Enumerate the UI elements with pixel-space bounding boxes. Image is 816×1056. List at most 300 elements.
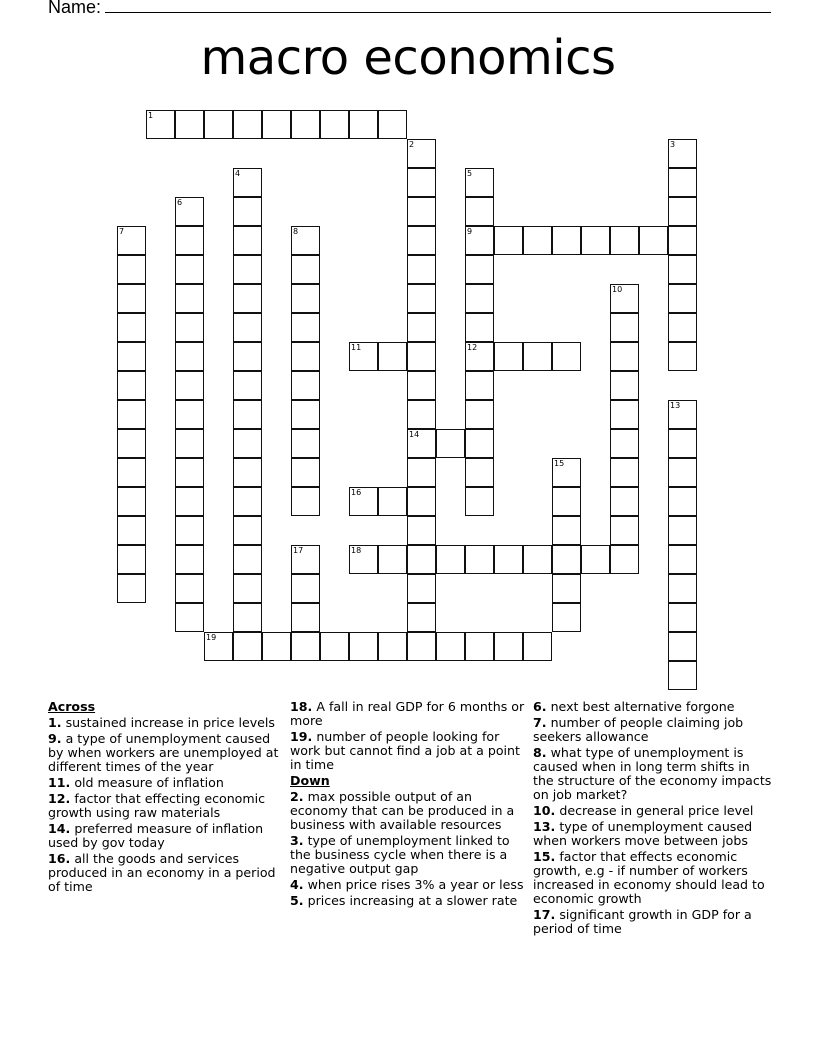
grid-cell[interactable] <box>378 632 407 661</box>
grid-cell[interactable] <box>552 574 581 603</box>
grid-cell[interactable] <box>117 284 146 313</box>
letter-input[interactable] <box>553 227 580 254</box>
grid-cell[interactable] <box>552 516 581 545</box>
grid-cell[interactable] <box>378 545 407 574</box>
grid-cell[interactable] <box>291 458 320 487</box>
grid-cell[interactable] <box>465 545 494 574</box>
letter-input[interactable] <box>611 343 638 370</box>
grid-cell[interactable] <box>494 545 523 574</box>
grid-cell[interactable] <box>117 574 146 603</box>
grid-cell[interactable] <box>581 545 610 574</box>
grid-cell[interactable] <box>465 429 494 458</box>
letter-input[interactable] <box>321 111 348 138</box>
grid-cell[interactable] <box>668 603 697 632</box>
letter-input[interactable] <box>234 488 261 515</box>
grid-cell[interactable] <box>117 313 146 342</box>
grid-cell[interactable] <box>407 255 436 284</box>
letter-input[interactable] <box>234 169 261 196</box>
grid-cell[interactable] <box>668 342 697 371</box>
grid-cell[interactable] <box>465 458 494 487</box>
grid-cell[interactable] <box>117 226 146 255</box>
grid-cell[interactable] <box>668 458 697 487</box>
letter-input[interactable] <box>234 575 261 602</box>
grid-cell[interactable] <box>291 603 320 632</box>
grid-cell[interactable] <box>233 487 262 516</box>
letter-input[interactable] <box>234 111 261 138</box>
letter-input[interactable] <box>553 517 580 544</box>
letter-input[interactable] <box>292 111 319 138</box>
letter-input[interactable] <box>408 372 435 399</box>
grid-cell[interactable] <box>407 545 436 574</box>
letter-input[interactable] <box>611 488 638 515</box>
letter-input[interactable] <box>611 401 638 428</box>
grid-cell[interactable] <box>668 400 697 429</box>
grid-cell[interactable] <box>523 342 552 371</box>
letter-input[interactable] <box>408 401 435 428</box>
grid-cell[interactable] <box>407 632 436 661</box>
grid-cell[interactable] <box>320 110 349 139</box>
grid-cell[interactable] <box>465 371 494 400</box>
letter-input[interactable] <box>466 459 493 486</box>
letter-input[interactable] <box>234 256 261 283</box>
grid-cell[interactable] <box>436 429 465 458</box>
grid-cell[interactable] <box>117 516 146 545</box>
letter-input[interactable] <box>147 111 174 138</box>
letter-input[interactable] <box>669 227 696 254</box>
letter-input[interactable] <box>118 227 145 254</box>
letter-input[interactable] <box>466 314 493 341</box>
grid-cell[interactable] <box>349 487 378 516</box>
grid-cell[interactable] <box>175 197 204 226</box>
letter-input[interactable] <box>350 111 377 138</box>
grid-cell[interactable] <box>233 400 262 429</box>
grid-cell[interactable] <box>494 226 523 255</box>
letter-input[interactable] <box>176 111 203 138</box>
grid-cell[interactable] <box>233 284 262 313</box>
letter-input[interactable] <box>495 546 522 573</box>
grid-cell[interactable] <box>668 255 697 284</box>
letter-input[interactable] <box>669 546 696 573</box>
letter-input[interactable] <box>292 314 319 341</box>
grid-cell[interactable] <box>407 487 436 516</box>
grid-cell[interactable] <box>494 632 523 661</box>
letter-input[interactable] <box>118 459 145 486</box>
letter-input[interactable] <box>495 227 522 254</box>
grid-cell[interactable] <box>262 632 291 661</box>
letter-input[interactable] <box>553 459 580 486</box>
letter-input[interactable] <box>669 575 696 602</box>
letter-input[interactable] <box>466 430 493 457</box>
letter-input[interactable] <box>176 198 203 225</box>
letter-input[interactable] <box>292 285 319 312</box>
grid-cell[interactable] <box>175 371 204 400</box>
letter-input[interactable] <box>669 314 696 341</box>
grid-cell[interactable] <box>407 400 436 429</box>
grid-cell[interactable] <box>668 545 697 574</box>
grid-cell[interactable] <box>407 458 436 487</box>
letter-input[interactable] <box>495 633 522 660</box>
grid-cell[interactable] <box>610 284 639 313</box>
letter-input[interactable] <box>176 256 203 283</box>
grid-cell[interactable] <box>610 226 639 255</box>
letter-input[interactable] <box>524 633 551 660</box>
letter-input[interactable] <box>408 459 435 486</box>
grid-cell[interactable] <box>291 400 320 429</box>
letter-input[interactable] <box>669 140 696 167</box>
letter-input[interactable] <box>118 256 145 283</box>
letter-input[interactable] <box>118 401 145 428</box>
grid-cell[interactable] <box>610 400 639 429</box>
grid-cell[interactable] <box>436 632 465 661</box>
grid-cell[interactable] <box>233 255 262 284</box>
letter-input[interactable] <box>524 546 551 573</box>
letter-input[interactable] <box>118 430 145 457</box>
grid-cell[interactable] <box>291 342 320 371</box>
grid-cell[interactable] <box>233 226 262 255</box>
grid-cell[interactable] <box>668 516 697 545</box>
letter-input[interactable] <box>263 111 290 138</box>
grid-cell[interactable] <box>610 371 639 400</box>
grid-cell[interactable] <box>581 226 610 255</box>
letter-input[interactable] <box>669 517 696 544</box>
grid-cell[interactable] <box>233 110 262 139</box>
grid-cell[interactable] <box>233 545 262 574</box>
grid-cell[interactable] <box>204 632 233 661</box>
letter-input[interactable] <box>292 430 319 457</box>
letter-input[interactable] <box>408 140 435 167</box>
letter-input[interactable] <box>234 546 261 573</box>
letter-input[interactable] <box>408 575 435 602</box>
grid-cell[interactable] <box>407 516 436 545</box>
grid-cell[interactable] <box>407 226 436 255</box>
letter-input[interactable] <box>292 343 319 370</box>
grid-cell[interactable] <box>175 603 204 632</box>
letter-input[interactable] <box>234 343 261 370</box>
grid-cell[interactable] <box>668 226 697 255</box>
grid-cell[interactable] <box>291 632 320 661</box>
letter-input[interactable] <box>669 604 696 631</box>
letter-input[interactable] <box>553 343 580 370</box>
grid-cell[interactable] <box>233 429 262 458</box>
letter-input[interactable] <box>669 169 696 196</box>
grid-cell[interactable] <box>117 342 146 371</box>
grid-cell[interactable] <box>175 226 204 255</box>
grid-cell[interactable] <box>465 400 494 429</box>
grid-cell[interactable] <box>175 429 204 458</box>
letter-input[interactable] <box>118 517 145 544</box>
grid-cell[interactable] <box>552 545 581 574</box>
letter-input[interactable] <box>669 401 696 428</box>
grid-cell[interactable] <box>175 458 204 487</box>
letter-input[interactable] <box>466 227 493 254</box>
letter-input[interactable] <box>234 314 261 341</box>
grid-cell[interactable] <box>523 545 552 574</box>
grid-cell[interactable] <box>291 284 320 313</box>
letter-input[interactable] <box>466 198 493 225</box>
grid-cell[interactable] <box>465 226 494 255</box>
grid-cell[interactable] <box>146 110 175 139</box>
grid-cell[interactable] <box>117 487 146 516</box>
grid-cell[interactable] <box>465 255 494 284</box>
letter-input[interactable] <box>176 227 203 254</box>
grid-cell[interactable] <box>668 168 697 197</box>
grid-cell[interactable] <box>175 313 204 342</box>
grid-cell[interactable] <box>407 603 436 632</box>
grid-cell[interactable] <box>291 545 320 574</box>
letter-input[interactable] <box>466 256 493 283</box>
letter-input[interactable] <box>118 314 145 341</box>
grid-cell[interactable] <box>117 400 146 429</box>
letter-input[interactable] <box>234 633 261 660</box>
grid-cell[interactable] <box>291 371 320 400</box>
letter-input[interactable] <box>408 198 435 225</box>
letter-input[interactable] <box>176 401 203 428</box>
grid-cell[interactable] <box>610 313 639 342</box>
letter-input[interactable] <box>408 604 435 631</box>
letter-input[interactable] <box>379 343 406 370</box>
letter-input[interactable] <box>669 662 696 689</box>
grid-cell[interactable] <box>378 487 407 516</box>
letter-input[interactable] <box>379 546 406 573</box>
grid-cell[interactable] <box>668 429 697 458</box>
grid-cell[interactable] <box>465 284 494 313</box>
letter-input[interactable] <box>669 459 696 486</box>
letter-input[interactable] <box>466 546 493 573</box>
grid-cell[interactable] <box>407 574 436 603</box>
letter-input[interactable] <box>408 314 435 341</box>
letter-input[interactable] <box>408 227 435 254</box>
grid-cell[interactable] <box>291 574 320 603</box>
letter-input[interactable] <box>118 575 145 602</box>
letter-input[interactable] <box>669 285 696 312</box>
grid-cell[interactable] <box>175 574 204 603</box>
grid-cell[interactable] <box>465 632 494 661</box>
grid-cell[interactable] <box>407 197 436 226</box>
letter-input[interactable] <box>292 604 319 631</box>
grid-cell[interactable] <box>610 545 639 574</box>
letter-input[interactable] <box>176 372 203 399</box>
letter-input[interactable] <box>350 633 377 660</box>
grid-cell[interactable] <box>233 168 262 197</box>
grid-cell[interactable] <box>175 342 204 371</box>
grid-cell[interactable] <box>175 110 204 139</box>
grid-cell[interactable] <box>233 313 262 342</box>
letter-input[interactable] <box>495 343 522 370</box>
grid-cell[interactable] <box>610 516 639 545</box>
letter-input[interactable] <box>176 488 203 515</box>
grid-cell[interactable] <box>233 458 262 487</box>
grid-cell[interactable] <box>117 371 146 400</box>
letter-input[interactable] <box>292 227 319 254</box>
letter-input[interactable] <box>292 256 319 283</box>
grid-cell[interactable] <box>117 458 146 487</box>
grid-cell[interactable] <box>668 487 697 516</box>
grid-cell[interactable] <box>291 226 320 255</box>
grid-cell[interactable] <box>407 168 436 197</box>
letter-input[interactable] <box>234 430 261 457</box>
grid-cell[interactable] <box>291 487 320 516</box>
grid-cell[interactable] <box>523 226 552 255</box>
letter-input[interactable] <box>321 633 348 660</box>
grid-cell[interactable] <box>465 197 494 226</box>
letter-input[interactable] <box>176 517 203 544</box>
letter-input[interactable] <box>669 256 696 283</box>
letter-input[interactable] <box>176 430 203 457</box>
grid-cell[interactable] <box>639 226 668 255</box>
grid-cell[interactable] <box>175 284 204 313</box>
letter-input[interactable] <box>466 372 493 399</box>
letter-input[interactable] <box>234 227 261 254</box>
grid-cell[interactable] <box>233 603 262 632</box>
grid-cell[interactable] <box>291 313 320 342</box>
grid-cell[interactable] <box>494 342 523 371</box>
letter-input[interactable] <box>640 227 667 254</box>
letter-input[interactable] <box>408 343 435 370</box>
grid-cell[interactable] <box>349 545 378 574</box>
letter-input[interactable] <box>611 517 638 544</box>
letter-input[interactable] <box>408 488 435 515</box>
letter-input[interactable] <box>292 633 319 660</box>
letter-input[interactable] <box>292 546 319 573</box>
grid-cell[interactable] <box>378 110 407 139</box>
grid-cell[interactable] <box>233 632 262 661</box>
grid-cell[interactable] <box>262 110 291 139</box>
grid-cell[interactable] <box>117 545 146 574</box>
grid-cell[interactable] <box>378 342 407 371</box>
letter-input[interactable] <box>466 343 493 370</box>
grid-cell[interactable] <box>610 487 639 516</box>
letter-input[interactable] <box>234 372 261 399</box>
grid-cell[interactable] <box>465 342 494 371</box>
grid-cell[interactable] <box>175 400 204 429</box>
letter-input[interactable] <box>408 169 435 196</box>
letter-input[interactable] <box>176 343 203 370</box>
grid-cell[interactable] <box>320 632 349 661</box>
grid-cell[interactable] <box>233 342 262 371</box>
letter-input[interactable] <box>466 169 493 196</box>
grid-cell[interactable] <box>349 632 378 661</box>
letter-input[interactable] <box>669 198 696 225</box>
letter-input[interactable] <box>408 546 435 573</box>
letter-input[interactable] <box>118 343 145 370</box>
grid-cell[interactable] <box>349 342 378 371</box>
letter-input[interactable] <box>582 227 609 254</box>
letter-input[interactable] <box>379 633 406 660</box>
letter-input[interactable] <box>611 227 638 254</box>
letter-input[interactable] <box>234 604 261 631</box>
letter-input[interactable] <box>466 285 493 312</box>
letter-input[interactable] <box>582 546 609 573</box>
letter-input[interactable] <box>669 633 696 660</box>
letter-input[interactable] <box>437 430 464 457</box>
grid-cell[interactable] <box>291 255 320 284</box>
letter-input[interactable] <box>234 459 261 486</box>
grid-cell[interactable] <box>523 632 552 661</box>
letter-input[interactable] <box>669 488 696 515</box>
letter-input[interactable] <box>437 546 464 573</box>
letter-input[interactable] <box>118 546 145 573</box>
letter-input[interactable] <box>466 488 493 515</box>
letter-input[interactable] <box>118 372 145 399</box>
grid-cell[interactable] <box>668 139 697 168</box>
letter-input[interactable] <box>176 314 203 341</box>
letter-input[interactable] <box>408 285 435 312</box>
grid-cell[interactable] <box>407 139 436 168</box>
grid-cell[interactable] <box>291 429 320 458</box>
grid-cell[interactable] <box>233 516 262 545</box>
grid-cell[interactable] <box>610 342 639 371</box>
letter-input[interactable] <box>408 633 435 660</box>
grid-cell[interactable] <box>668 284 697 313</box>
letter-input[interactable] <box>669 343 696 370</box>
letter-input[interactable] <box>466 401 493 428</box>
grid-cell[interactable] <box>552 226 581 255</box>
grid-cell[interactable] <box>407 371 436 400</box>
letter-input[interactable] <box>234 285 261 312</box>
grid-cell[interactable] <box>407 429 436 458</box>
letter-input[interactable] <box>379 488 406 515</box>
letter-input[interactable] <box>118 285 145 312</box>
letter-input[interactable] <box>292 488 319 515</box>
grid-cell[interactable] <box>233 574 262 603</box>
letter-input[interactable] <box>611 459 638 486</box>
letter-input[interactable] <box>350 546 377 573</box>
grid-cell[interactable] <box>610 429 639 458</box>
letter-input[interactable] <box>611 372 638 399</box>
grid-cell[interactable] <box>668 661 697 690</box>
grid-cell[interactable] <box>407 342 436 371</box>
letter-input[interactable] <box>263 633 290 660</box>
letter-input[interactable] <box>466 633 493 660</box>
letter-input[interactable] <box>176 546 203 573</box>
grid-cell[interactable] <box>175 516 204 545</box>
letter-input[interactable] <box>611 285 638 312</box>
grid-cell[interactable] <box>204 110 233 139</box>
grid-cell[interactable] <box>436 545 465 574</box>
grid-cell[interactable] <box>407 313 436 342</box>
grid-cell[interactable] <box>407 284 436 313</box>
grid-cell[interactable] <box>465 487 494 516</box>
grid-cell[interactable] <box>233 197 262 226</box>
letter-input[interactable] <box>176 285 203 312</box>
letter-input[interactable] <box>292 372 319 399</box>
grid-cell[interactable] <box>291 110 320 139</box>
letter-input[interactable] <box>234 401 261 428</box>
grid-cell[interactable] <box>465 313 494 342</box>
letter-input[interactable] <box>408 430 435 457</box>
letter-input[interactable] <box>553 575 580 602</box>
grid-cell[interactable] <box>668 632 697 661</box>
grid-cell[interactable] <box>233 371 262 400</box>
letter-input[interactable] <box>611 314 638 341</box>
grid-cell[interactable] <box>175 487 204 516</box>
letter-input[interactable] <box>437 633 464 660</box>
grid-cell[interactable] <box>552 603 581 632</box>
grid-cell[interactable] <box>668 574 697 603</box>
letter-input[interactable] <box>118 488 145 515</box>
letter-input[interactable] <box>379 111 406 138</box>
letter-input[interactable] <box>176 604 203 631</box>
letter-input[interactable] <box>669 430 696 457</box>
letter-input[interactable] <box>292 459 319 486</box>
letter-input[interactable] <box>205 111 232 138</box>
letter-input[interactable] <box>408 517 435 544</box>
letter-input[interactable] <box>553 604 580 631</box>
letter-input[interactable] <box>205 633 232 660</box>
letter-input[interactable] <box>611 546 638 573</box>
grid-cell[interactable] <box>465 168 494 197</box>
grid-cell[interactable] <box>552 487 581 516</box>
